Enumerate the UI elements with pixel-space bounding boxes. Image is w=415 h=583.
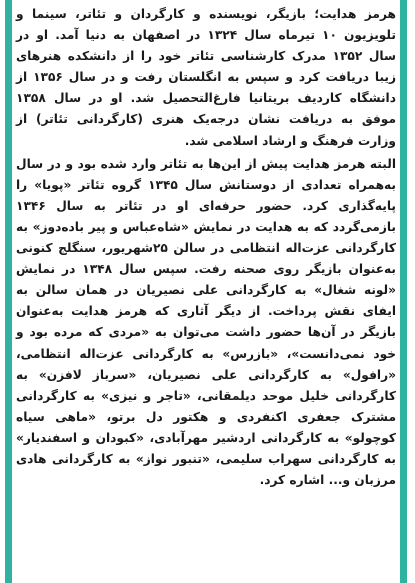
- paragraph-career: البته هرمز هدایت پیش از این‌ها به تئاتر وارد شده بود و در سال به‌همراه تعدادی از دوستانش سال ۱۳۴۵ گروه تئاتر «پویا» را پایه‌گذاری کرد. حضور حرفه‌ای او در تئاتر به سال ۱۳۴۶ بازمی‌گردد که به هدایت در نمایش «شاه‌عباس و پیر باده‌دوز» به کارگردانی عزت‌اله انتظامی در سالن ۲۵شهریور، سنگلج کنونی به‌عنوان بازیگر روی صحنه رفت. سپس سال ۱۳۴۸ در نمایش «لونه شغال» به کارگردانی علی نصیریان در همان سالن به ایفای نقش پرداخت. از دیگر آثاری که هرمز هدایت به‌عنوان بازیگر در آن‌ها حضور داشت می‌توان به «مردی که مرده بود و خود نمی‌دانست»، «بازرس» به کارگردانی عزت‌اله انتظامی، «رافول» به کارگردانی علی نصیریان، «سرباز لافزن» به کارگردانی خلیل موحد دیلمقانی، «تاجر و نیزی» به کارگردانی مشترک جعفری اکنفردی و هکتور دل برتو، «ماهی سیاه کوچولو» به کارگردانی اردشیر مهرآبادی، «کبودان و اسفندیار» به کارگردانی سهراب سلیمی، «تنبور نواز» به کارگردانی هادی مرزبان و... اشاره کرد.: [16, 156, 396, 488]
- article-body: [16, 4, 396, 491]
- paragraph-biography: هرمز هدایت؛ بازیگر، نویسنده و کارگردان و تئاتر، سینما و تلویزیون ۱۰ تیرماه سال ۱۳۲۴ در اصفهان به دنیا آمد. او در سال ۱۳۵۲ مدرک کارشناسی تئاتر خود را از دانشکده هنرهای زیبا دریافت کرد و سپس به انگلستان رفت و در سال ۱۳۵۶ از دانشگاه کاردیف بریتانیا فارغ‌التحصیل شد. او در سال ۱۳۵۸ موفق به دریافت نشان درجه‌یک هنری (کارگردانی تئاتر) از وزارت فرهنگ و ارشاد اسلامی شد.: [16, 7, 397, 148]
